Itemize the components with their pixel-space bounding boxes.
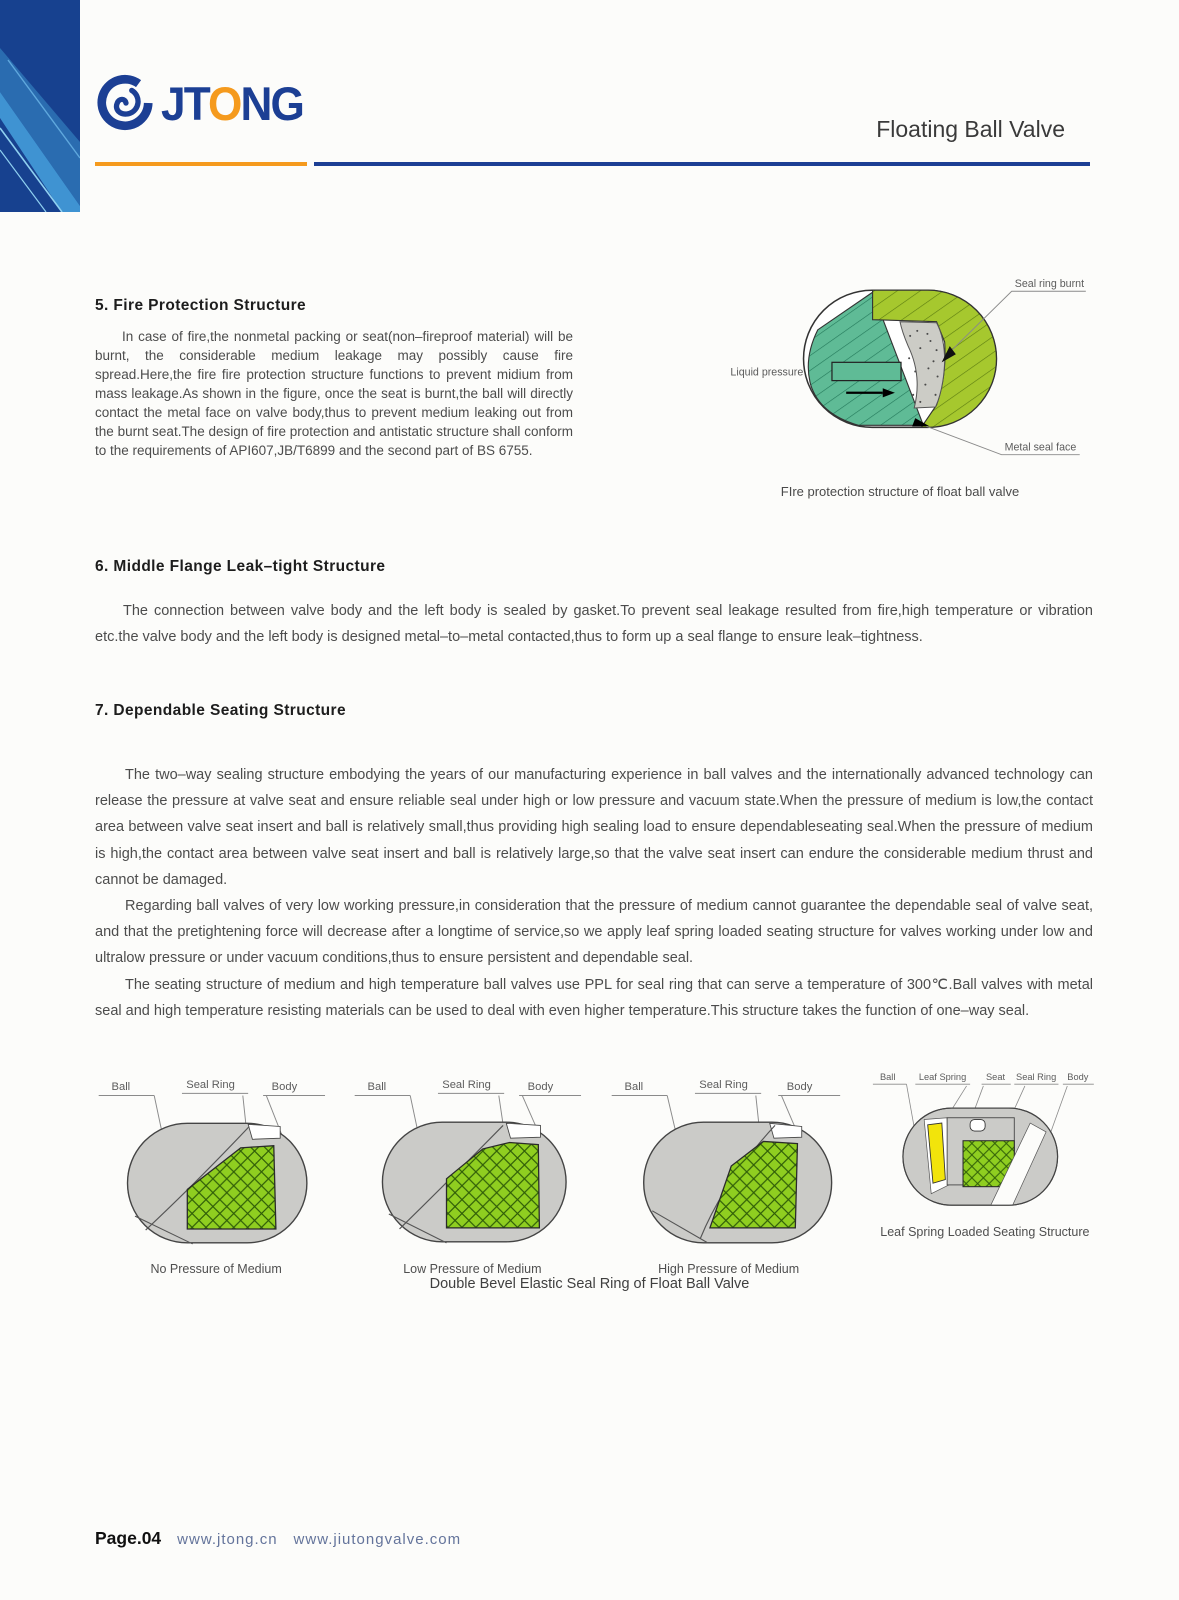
- low-pressure-diagram: [344, 1040, 600, 1254]
- logo-swirl-icon: [95, 70, 155, 136]
- label-seal-ring: Seal Ring: [442, 1079, 492, 1092]
- no-pressure-diagram: [88, 1040, 344, 1254]
- label-seal-ring: Seal Ring: [186, 1079, 235, 1092]
- section6-heading: 6. Middle Flange Leak–tight Structure: [95, 558, 386, 575]
- rule-blue-segment: [314, 162, 1090, 166]
- label-ball: Ball: [367, 1081, 387, 1094]
- footer-url-jiutongvalve: www.jiutongvalve.com: [293, 1531, 462, 1548]
- label-body: Body: [786, 1081, 812, 1094]
- figure-caption: Low Pressure of Medium: [403, 1261, 542, 1276]
- figure-caption: High Pressure of Medium: [658, 1261, 800, 1276]
- label-body: Body: [1067, 1071, 1089, 1082]
- section-dependable-seating: [95, 702, 1093, 1024]
- fire-protection-diagram: [710, 275, 1090, 473]
- logo-part-o: O: [208, 76, 241, 130]
- label-seat: Seat: [985, 1071, 1005, 1082]
- label-leaf-spring: Leaf Spring: [918, 1071, 967, 1082]
- brand-logo: [95, 70, 312, 136]
- figure-no-pressure: [88, 1040, 344, 1276]
- footer-url-jtong: www.jtong.cn: [177, 1531, 278, 1548]
- page-footer: [95, 1528, 477, 1549]
- leaf-spring-diagram: [857, 1040, 1113, 1217]
- header-rule: [95, 162, 1090, 166]
- logo-part-jt: JT: [161, 76, 208, 130]
- page-title: Floating Ball Valve: [876, 116, 1065, 142]
- label-ball: Ball: [111, 1081, 131, 1094]
- label-ball: Ball: [623, 1081, 643, 1094]
- figure-high-pressure: [601, 1040, 857, 1276]
- section-middle-flange: [95, 558, 1093, 650]
- liquid-pressure-box: [832, 362, 901, 380]
- label-body: Body: [527, 1081, 554, 1094]
- figure-caption: Leaf Spring Loaded Seating Structure: [880, 1224, 1090, 1239]
- corner-decoration: [0, 0, 80, 212]
- label-body: Body: [271, 1081, 298, 1094]
- fire-figure-caption: FIre protection structure of float ball valve: [780, 484, 1020, 499]
- logo-text: [161, 76, 303, 131]
- section5-body: In case of fire,the nonmetal packing or seat(non–fireproof material) will be burnt, the considerable medium leakage may possibly cause fire spread.Here,the fire fire protection structure functions to prevent midium from mass leakage.As shown in the figure, once the seat is burnt,the ball will directly contact the metal face on valve body,thus to prevent medium leaking out from the burnt seat.The design of fire protection and antistatic structure shall conform to the requirements of API607,JB/T6899 and the second part of BS 6755.: [95, 329, 573, 458]
- fire-label-liquid-pressure: Liquid pressure: [730, 366, 804, 379]
- fire-label-seal-ring-burnt: Seal ring burnt: [1014, 278, 1085, 291]
- section7-paragraph-3: The seating structure of medium and high temperature ball valves use PPL for seal ring that can serve a temperature of 300℃.Ball valves with metal seal and high temperature resisting materials can be used to deal with even higher temperature.This structure takes the function of one–way seal.: [95, 976, 1093, 1019]
- figure-low-pressure: [344, 1040, 600, 1276]
- figure-leaf-spring: [857, 1040, 1113, 1276]
- rule-orange-segment: [95, 162, 307, 166]
- seat-structure-figures: [88, 1040, 1113, 1276]
- section7-heading: 7. Dependable Seating Structure: [95, 702, 346, 719]
- label-seal-ring: Seal Ring: [698, 1079, 748, 1092]
- section7-paragraph-2: Regarding ball valves of very low working pressure,in consideration that the pressure of medium cannot guarantee the dependable seal of valve seat, and that the pretightening force will decrease after a longtime of service,so we apply leaf spring loaded seating structure for valves working under low and ultralow pressure or under vacuum conditions,thus to ensure persistent and dependable seal.: [95, 898, 1093, 967]
- page-number: Page.04: [95, 1528, 162, 1548]
- figure-caption: No Pressure of Medium: [150, 1261, 282, 1276]
- logo-part-ng: NG: [240, 76, 303, 130]
- label-ball: Ball: [879, 1071, 896, 1082]
- section5-heading: 5. Fire Protection Structure: [95, 297, 307, 314]
- fire-label-metal-seal-face: Metal seal face: [1004, 441, 1077, 454]
- label-seal-ring: Seal Ring: [1015, 1071, 1056, 1082]
- fire-protection-figure: [710, 275, 1090, 499]
- section-fire-protection: [95, 278, 1090, 499]
- section7-paragraph-1: The two–way sealing structure embodying the years of our manufacturing experience in ball valves and the internationally advanced technology can release the pressure at valve seat and ensure reliable seal under high or low pressure and vacuum state.When the pressure of medium is low,the contact area between valve seat insert and ball is relatively small,thus providing high sealing load to ensure dependableseating seal.When the pressure of medium is high,the contact area between valve seat insert and ball is relatively large,so that the valve seat insert can endure the considerable medium thrust and cannot be damaged.: [95, 767, 1093, 888]
- section6-body: The connection between valve body and the left body is sealed by gasket.To prevent seal leakage resulted from fire,high temperature or vibration etc.the valve body and the left body is designed metal–to–metal contacted,thus to form up a seal flange to ensure leak–tightness.: [95, 603, 1093, 645]
- figure-group-caption: Double Bevel Elastic Seal Ring of Float Ball Valve: [429, 1276, 750, 1292]
- high-pressure-diagram: [601, 1040, 857, 1254]
